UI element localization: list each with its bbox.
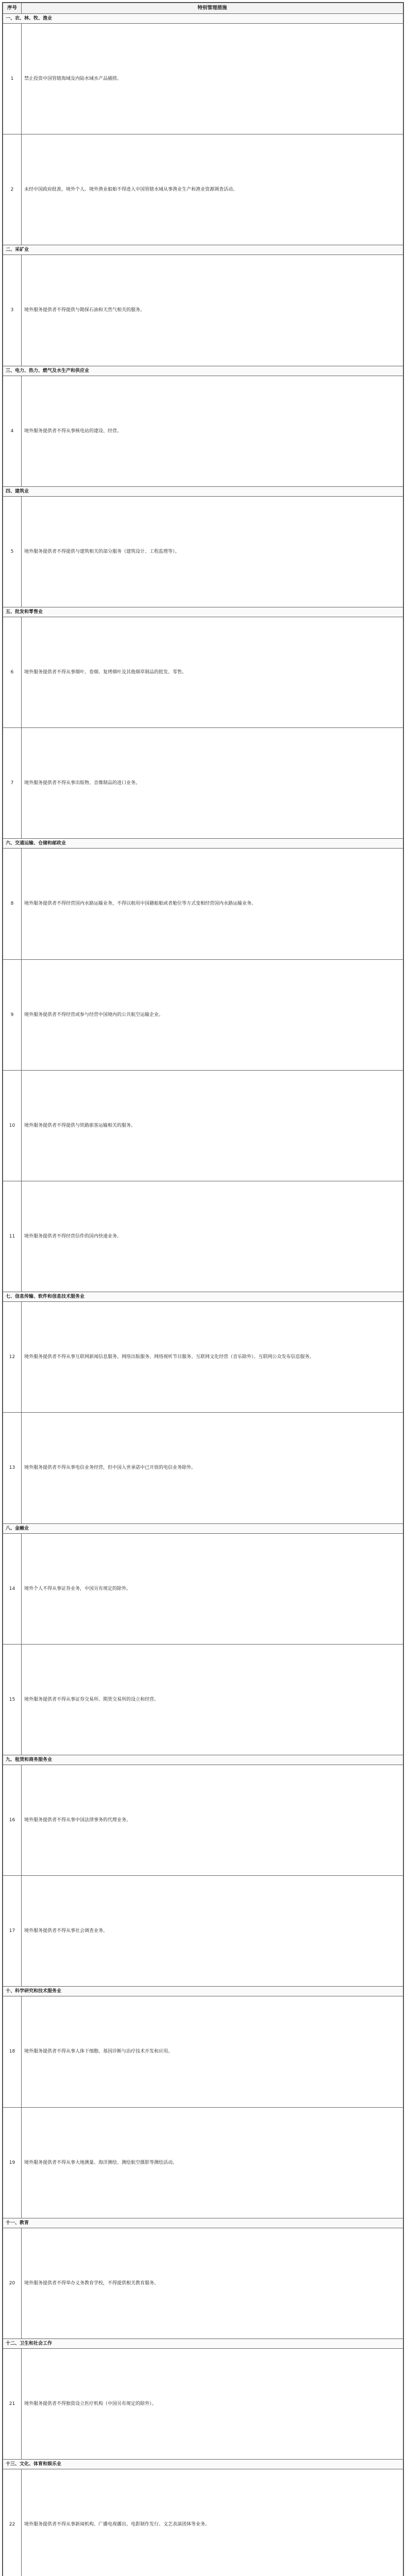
section-title: 九、租赁和商务服务业: [3, 1755, 403, 1765]
section-row: [3, 2218, 403, 2228]
row-number: 10: [3, 1070, 22, 1181]
section-row: [3, 14, 403, 24]
table-row: [3, 24, 403, 134]
row-number: 2: [3, 134, 22, 245]
section-row: [3, 2339, 403, 2349]
section-row: [3, 486, 403, 496]
table-row: [3, 1996, 403, 2107]
section-row: [3, 839, 403, 849]
row-measure: 境外服务提供者不得独资设立医疗机构（中国另有规定的除外）。: [22, 2349, 403, 2460]
table-row: [3, 849, 403, 959]
row-measure: 禁止投资中国管辖海域及内陆水域水产品捕捞。: [22, 24, 403, 134]
table-row: [3, 1070, 403, 1181]
row-number: 13: [3, 1413, 22, 1523]
row-measure: 境外服务提供者不得从事中国法律事务的代理业务。: [22, 1765, 403, 1876]
row-number: 17: [3, 1876, 22, 1987]
section-row: [3, 607, 403, 617]
row-number: 7: [3, 728, 22, 839]
row-measure: 境外服务提供者不得从事大地测量、海洋测绘、测绘航空摄影等测绘活动。: [22, 2107, 403, 2218]
row-number: 4: [3, 376, 22, 486]
section-row: [3, 1523, 403, 1533]
section-row: [3, 1755, 403, 1765]
section-row: [3, 1292, 403, 1302]
row-measure: 未经中国政府批准，境外个人、境外渔业船舶不得进入中国管辖水域从事渔业生产和渔业资源调查活动。: [22, 134, 403, 245]
table-row: [3, 1181, 403, 1292]
section-title: 十三、文化、体育和娱乐业: [3, 2460, 403, 2469]
row-number: 14: [3, 1533, 22, 1644]
table-row: [3, 2349, 403, 2460]
row-measure: 境外服务提供者不得从事电信业务经营，但中国入世承诺中已开放的电信业务除外。: [22, 1413, 403, 1523]
row-measure: 境外服务提供者不得从事核电站的建设、经营。: [22, 376, 403, 486]
row-number: 5: [3, 496, 22, 607]
row-number: 11: [3, 1181, 22, 1292]
row-measure: 境外服务提供者不得从事社会调查业务。: [22, 1876, 403, 1987]
table-row: [3, 2228, 403, 2338]
measures-sheet: [2, 2, 404, 2576]
section-title: 二、采矿业: [3, 245, 403, 255]
table-row: [3, 2469, 403, 2576]
row-number: 21: [3, 2349, 22, 2460]
row-measure: 境外服务提供者不得经营信件的国内快递业务。: [22, 1181, 403, 1292]
row-number: 6: [3, 617, 22, 728]
table-row: [3, 134, 403, 245]
row-measure: 境外服务提供者不得举办义务教育学校，不得提供相关教育服务。: [22, 2228, 403, 2338]
row-measure: 境外服务提供者不得从事新闻机构、广播电视播出、电影制作发行、文艺表演团体等业务。: [22, 2469, 403, 2576]
row-measure: 境外服务提供者不得提供与铁路旅客运输相关的服务。: [22, 1070, 403, 1181]
row-measure: 境外服务提供者不得从事证券交易所、期货交易所的设立和经营。: [22, 1644, 403, 1755]
header-measures: 特别管理措施: [22, 3, 403, 14]
section-title: 十一、教育: [3, 2218, 403, 2228]
table-row: [3, 617, 403, 728]
section-row: [3, 245, 403, 255]
row-number: 20: [3, 2228, 22, 2338]
section-title: 五、批发和零售业: [3, 607, 403, 617]
table-row: [3, 376, 403, 486]
table-row: [3, 728, 403, 839]
row-number: 22: [3, 2469, 22, 2576]
table-row: [3, 2107, 403, 2218]
section-title: 十、科学研究和技术服务业: [3, 1987, 403, 1996]
row-number: 15: [3, 1644, 22, 1755]
section-title: 十二、卫生和社会工作: [3, 2339, 403, 2349]
row-number: 3: [3, 255, 22, 366]
table-row: [3, 1644, 403, 1755]
table-row: [3, 959, 403, 1070]
table-row: [3, 1533, 403, 1644]
row-measure: 境外服务提供者不得从事人体干细胞、基因诊断与治疗技术开发和应用。: [22, 1996, 403, 2107]
section-title: 八、金融业: [3, 1523, 403, 1533]
table-row: [3, 1876, 403, 1987]
row-number: 19: [3, 2107, 22, 2218]
row-measure: 境外服务提供者不得经营国内水路运输业务，不得以租用中国籍船舶或者舱位等方式变相经营国内水路运输业务。: [22, 849, 403, 959]
section-title: 七、信息传输、软件和信息技术服务业: [3, 1292, 403, 1302]
row-number: 8: [3, 849, 22, 959]
table-row: [3, 496, 403, 607]
section-title: 一、农、林、牧、渔业: [3, 14, 403, 24]
row-measure: 境外服务提供者不得从事烟叶、卷烟、复烤烟叶及其他烟草制品的批发、零售。: [22, 617, 403, 728]
row-measure: 境外服务提供者不得提供与勘探石油和天然气相关的服务。: [22, 255, 403, 366]
section-row: [3, 2460, 403, 2469]
section-title: 六、交通运输、仓储和邮政业: [3, 839, 403, 849]
row-measure: 境外服务提供者不得提供与建筑相关的部分服务（建筑设计、工程监理等）。: [22, 496, 403, 607]
row-number: 12: [3, 1302, 22, 1413]
row-number: 18: [3, 1996, 22, 2107]
table-row: [3, 255, 403, 366]
measures-table: [3, 3, 403, 2576]
section-row: [3, 1987, 403, 1996]
row-measure: 境外服务提供者不得经营或参与经营中国境内的公共航空运输企业。: [22, 959, 403, 1070]
row-number: 16: [3, 1765, 22, 1876]
row-measure: 境外个人不得从事证券业务，中国另有规定的除外。: [22, 1533, 403, 1644]
section-title: 四、建筑业: [3, 486, 403, 496]
section-title: 三、电力、热力、燃气及水生产和供应业: [3, 366, 403, 376]
measures-body: [3, 14, 403, 2576]
row-measure: 境外服务提供者不得从事互联网新闻信息服务、网络出版服务、网络视听节目服务、互联网文化经营（音乐除外）、互联网公众发布信息服务。: [22, 1302, 403, 1413]
section-row: [3, 366, 403, 376]
row-number: 9: [3, 959, 22, 1070]
table-row: [3, 1302, 403, 1413]
header-number: 序号: [3, 3, 22, 14]
table-row: [3, 1765, 403, 1876]
table-row: [3, 1413, 403, 1523]
row-number: 1: [3, 24, 22, 134]
row-measure: 境外服务提供者不得从事出版物、音像制品的进口业务。: [22, 728, 403, 839]
